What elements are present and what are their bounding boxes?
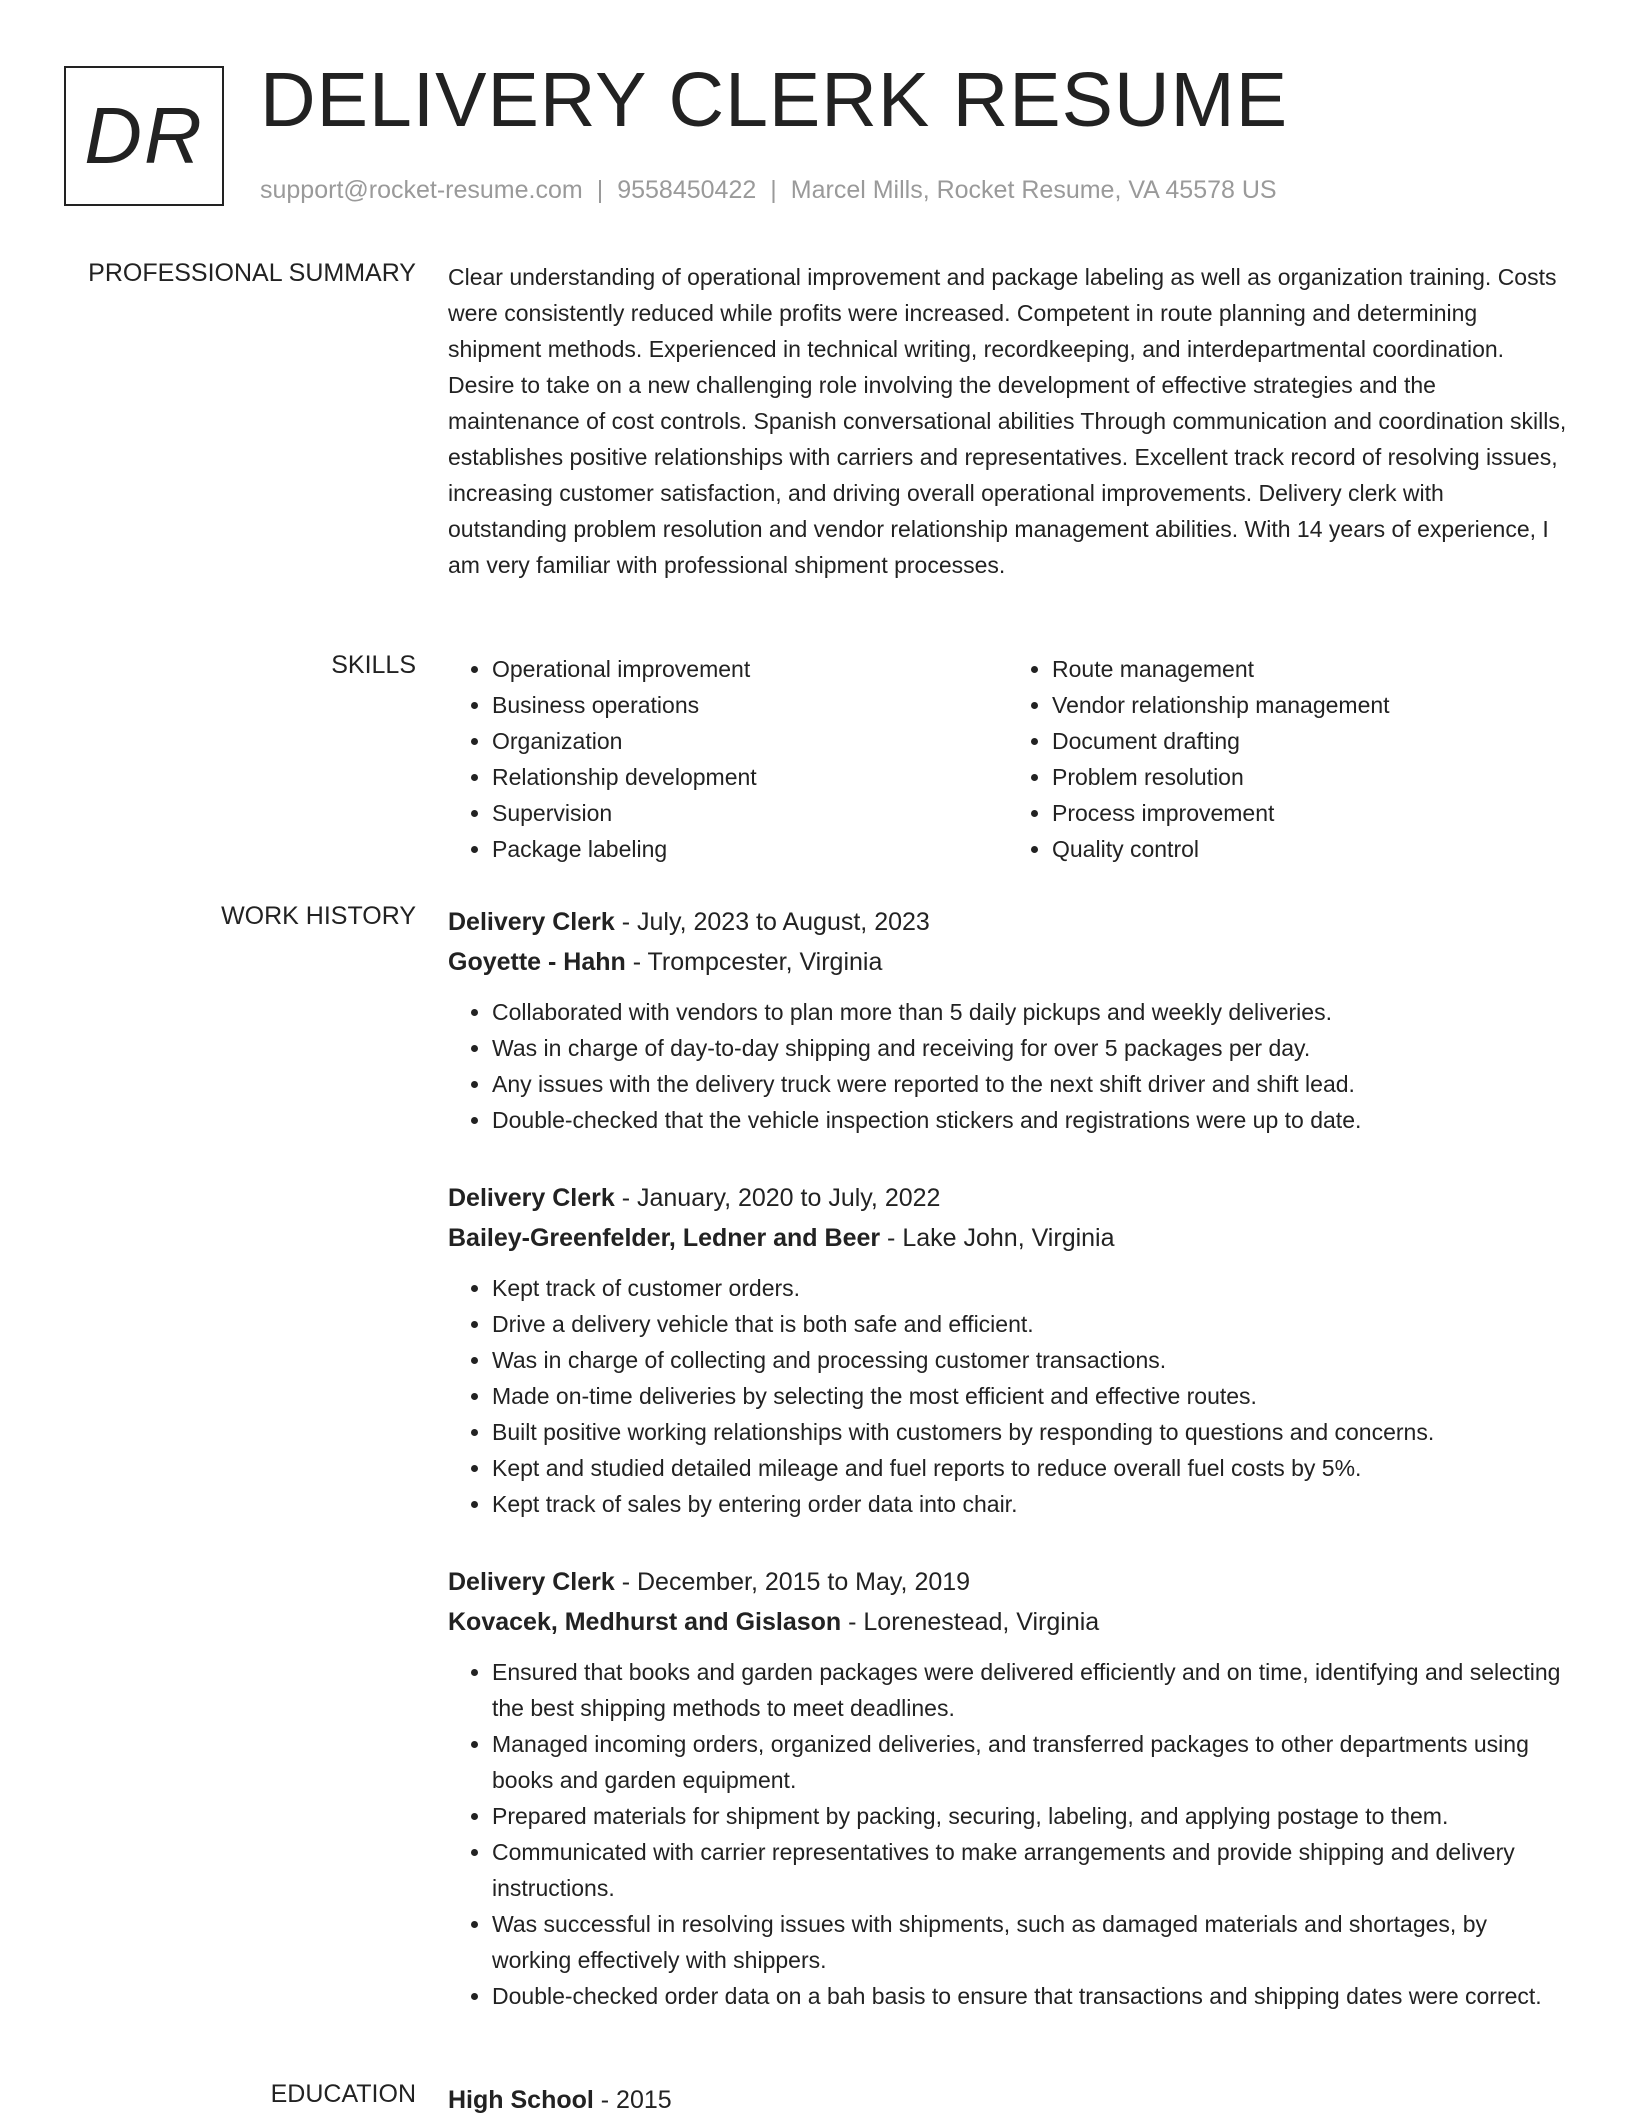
job-dates: - December, 2015 to May, 2019 [614,1568,971,1596]
contact-address: Marcel Mills, Rocket Resume, VA 45578 US [790,176,1277,204]
contact-email[interactable]: support@rocket-resume.com [260,176,583,204]
job-company: Goyette - Hahn [448,948,626,976]
job-title: Delivery Clerk [448,1184,615,1212]
skill-item: • Problem resolution [1052,759,1568,795]
job-bullet: • Managed incoming orders, organized deliveries, and transferred packages to other departments using books and garden equipment. [492,1726,1568,1798]
job-bullet: • Was in charge of collecting and processing customer transactions. [492,1342,1568,1378]
job-entry [448,1178,1568,1522]
contact-line [260,176,1277,205]
skills-heading: SKILLS [331,651,416,679]
education-heading: EDUCATION [270,2080,416,2108]
education-line [448,2080,1568,2120]
job-location: - Lorenestead, Virginia [841,1608,1100,1636]
job-company-line [448,942,1568,982]
monogram-box [64,66,224,206]
contact-phone[interactable]: 9558450422 [617,176,757,204]
job-bullet: • Built positive working relationships with customers by responding to questions and concerns. [492,1414,1568,1450]
job-bullet: • Drive a delivery vehicle that is both safe and efficient. [492,1306,1568,1342]
skill-item: • Package labeling [492,831,1008,867]
job-company-line [448,1218,1568,1258]
skill-item: • Operational improvement [492,651,1008,687]
job-bullets [448,1654,1568,2014]
skill-item: • Relationship development [492,759,1008,795]
job-company: Bailey-Greenfelder, Ledner and Beer [448,1224,881,1252]
job-dates: - January, 2020 to July, 2022 [614,1184,941,1212]
summary-heading: PROFESSIONAL SUMMARY [88,259,416,287]
job-company: Kovacek, Medhurst and Gislason [448,1608,842,1636]
job-title-line [448,1562,1568,1602]
skills-list-right [1008,651,1568,867]
skill-item: • Business operations [492,687,1008,723]
skill-item: • Vendor relationship management [1052,687,1568,723]
skills-list-left [448,651,1008,867]
job-bullet: • Double-checked order data on a bah basis to ensure that transactions and shipping dates were correct. [492,1978,1568,2014]
skill-item: • Process improvement [1052,795,1568,831]
job-bullets [448,994,1568,1138]
job-title: Delivery Clerk [448,1568,615,1596]
job-bullet: • Kept and studied detailed mileage and fuel reports to reduce overall fuel costs by 5%. [492,1450,1568,1486]
job-bullet: • Kept track of customer orders. [492,1270,1568,1306]
education-year: - 2015 [593,2086,672,2114]
job-dates: - July, 2023 to August, 2023 [614,908,930,936]
job-bullets [448,1270,1568,1522]
job-bullet: • Kept track of sales by entering order data into chair. [492,1486,1568,1522]
job-bullet: • Made on-time deliveries by selecting the most efficient and effective routes. [492,1378,1568,1414]
skill-item: • Document drafting [1052,723,1568,759]
contact-separator: | [770,176,777,204]
job-title-line [448,902,1568,942]
job-bullet: • Was in charge of day-to-day shipping and receiving for over 5 packages per day. [492,1030,1568,1066]
job-bullet: • Any issues with the delivery truck were reported to the next shift driver and shift lead. [492,1066,1568,1102]
initials: DR [84,91,204,180]
skill-item: • Route management [1052,651,1568,687]
summary-text: Clear understanding of operational improvement and package labeling as well as organization training. Costs were consistently reduced while profits were increased. Competent in route planning and determining shipment methods. Experienced in technical writing, recordkeeping, and interdepartmental coordination. Desire to take on a new challenging role involving the development of effective strategies and the maintenance of cost controls. Spanish conversational abilities Through communication and coordination skills, establishes positive relationships with carriers and representatives. Excellent track record of resolving issues, increasing customer satisfaction, and driving overall operational improvements. Delivery clerk with outstanding problem resolution and vendor relationship management abilities. With 14 years of experience, I am very familiar with professional shipment processes. [448,264,1567,578]
job-title: Delivery Clerk [448,908,615,936]
skill-item: • Supervision [492,795,1008,831]
resume-title: DELIVERY CLERK RESUME [260,57,1289,143]
job-bullet: • Collaborated with vendors to plan more than 5 daily pickups and weekly deliveries. [492,994,1568,1030]
job-location: - Trompcester, Virginia [625,948,883,976]
job-company-line [448,1602,1568,1642]
work-history-heading: WORK HISTORY [221,902,416,930]
job-title-line [448,1178,1568,1218]
job-entry [448,902,1568,1138]
job-bullet: • Prepared materials for shipment by packing, securing, labeling, and applying postage to them. [492,1798,1568,1834]
skill-item: • Quality control [1052,831,1568,867]
education-degree: High School [448,2086,594,2114]
job-location: - Lake John, Virginia [880,1224,1115,1252]
job-bullet: • Ensured that books and garden packages were delivered efficiently and on time, identifying and selecting the best shipping methods to meet deadlines. [492,1654,1568,1726]
job-bullet: • Was successful in resolving issues with shipments, such as damaged materials and shortages, by working effectively with shippers. [492,1906,1568,1978]
job-entry [448,1562,1568,2014]
job-bullet: • Double-checked that the vehicle inspection stickers and registrations were up to date. [492,1102,1568,1138]
contact-separator: | [596,176,604,204]
skill-item: • Organization [492,723,1008,759]
job-bullet: • Communicated with carrier representatives to make arrangements and provide shipping and delivery instructions. [492,1834,1568,1906]
